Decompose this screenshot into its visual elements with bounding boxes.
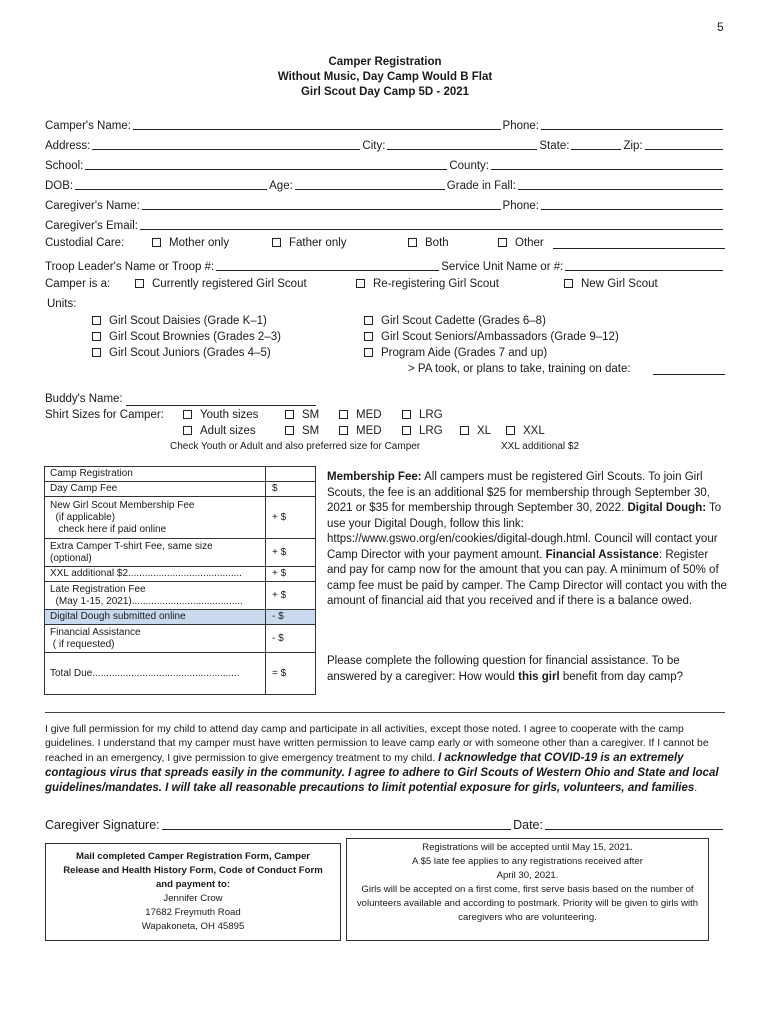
- caregivers-email-field[interactable]: [140, 217, 723, 230]
- table-row: Day Camp Fee $: [45, 482, 316, 497]
- school-field[interactable]: [85, 157, 447, 170]
- checkbox-icon[interactable]: [272, 238, 281, 247]
- checkbox-icon[interactable]: [152, 238, 161, 247]
- label-buddys-name: Buddy's Name:: [45, 393, 123, 405]
- row-caregiver-email: [45, 216, 725, 232]
- label-address: Address:: [45, 140, 91, 152]
- caregiver-phone-field[interactable]: [541, 197, 723, 210]
- shirt-youth-sizes[interactable]: Youth sizes: [183, 409, 258, 421]
- grade-in-fall-field[interactable]: [518, 177, 723, 190]
- age-field[interactable]: [295, 177, 445, 190]
- option-father-only[interactable]: Father only: [272, 237, 347, 249]
- checkbox-icon[interactable]: [285, 410, 294, 419]
- assistance-question: Please complete the following question for financial assistance. To be answered by a caregiver: How would this girl benefit from day camp?: [327, 655, 684, 683]
- unit-juniors[interactable]: Girl Scout Juniors (Grades 4–5): [92, 347, 271, 359]
- county-field[interactable]: [491, 157, 723, 170]
- label-caregiver-signature: Caregiver Signature:: [45, 818, 160, 832]
- table-row: Extra Camper T-shirt Fee, same size (optional) + $: [45, 539, 316, 567]
- date-field[interactable]: [545, 817, 723, 830]
- dob-field[interactable]: [75, 177, 267, 190]
- this-girl-emphasis: this girl: [518, 670, 560, 683]
- checkbox-icon[interactable]: [408, 238, 417, 247]
- label-dob: DOB:: [45, 180, 74, 192]
- shirt-adult-lrg[interactable]: LRG: [402, 425, 443, 437]
- row-caregiver-name: [45, 196, 725, 212]
- table-row: Digital Dough submitted online - $: [45, 610, 316, 625]
- unit-seniors-ambassadors[interactable]: Girl Scout Seniors/Ambassadors (Grade 9–12): [364, 331, 619, 343]
- membership-fee-text: All campers must be registered Girl Scouts. To join Girl Scouts, the fee is an additional $25 for membership through September 30, 2021 or $35 for membership through September 30, 2022.: [327, 471, 710, 514]
- checkbox-icon[interactable]: [339, 410, 348, 419]
- option-new-girl-scout[interactable]: New Girl Scout: [564, 278, 658, 290]
- checkbox-icon[interactable]: [339, 426, 348, 435]
- label-age: Age:: [269, 180, 293, 192]
- checkbox-icon[interactable]: [92, 316, 101, 325]
- pa-training-note: > PA took, or plans to take, training on date:: [408, 363, 631, 375]
- label-grade-in-fall: Grade in Fall:: [446, 180, 516, 192]
- label-state: State:: [539, 140, 570, 152]
- pa-training-date-field[interactable]: [653, 374, 725, 375]
- membership-fee-label: Membership Fee:: [327, 471, 422, 483]
- mail-city: Wapakoneta, OH 45895: [141, 921, 245, 932]
- shirt-check-note: Check Youth or Adult and also preferred size for Camper: [170, 441, 421, 452]
- shirt-adult-sizes[interactable]: Adult sizes: [183, 425, 256, 437]
- notice-late-fee: A $5 late fee applies to any registrations received after: [412, 856, 643, 867]
- digital-dough-label: Digital Dough:: [627, 502, 707, 514]
- mail-instructions-box: [45, 843, 341, 941]
- checkbox-icon[interactable]: [183, 410, 192, 419]
- label-units: Units:: [47, 298, 77, 310]
- row-signature: [45, 814, 725, 832]
- checkbox-icon[interactable]: [183, 426, 192, 435]
- option-mother-only[interactable]: Mother only: [152, 237, 229, 249]
- table-row: [45, 467, 316, 482]
- checkbox-icon[interactable]: [364, 316, 373, 325]
- covid-acknowledgement: I acknowledge that COVID-19 is an extremely contagious virus that spreads easily in the community. I agree to adhere to Girl Scouts of Western Ohio and State and local guidelines/mandates. I will take all reasonable precautions to limit potential exposure for girls, volunteers, and families: [45, 752, 719, 794]
- notice-late-date: April 30, 2021.: [496, 870, 559, 881]
- digital-dough-text: To use your Digital Dough, follow this link: https://www.gswo.org/en/cookies/digital-dough.html. Council will contact your Camp Director with your payment amount.: [327, 502, 722, 561]
- page-number: 5: [717, 20, 724, 34]
- table-row: New Girl Scout Membership Fee (if applicable) check here if paid online + $: [45, 497, 316, 539]
- checkbox-icon[interactable]: [402, 426, 411, 435]
- mail-recipient: Jennifer Crow: [163, 893, 223, 904]
- checkbox-icon[interactable]: [356, 279, 365, 288]
- table-row: Late Registration Fee (May 1-15, 2021)........................................ + $: [45, 582, 316, 610]
- row-address: [45, 136, 725, 152]
- label-caregivers-email: Caregiver's Email:: [45, 220, 138, 232]
- checkbox-icon[interactable]: [285, 426, 294, 435]
- checkbox-icon[interactable]: [364, 332, 373, 341]
- table-row: XXL additional $2......................................... + $: [45, 567, 316, 582]
- city-field[interactable]: [387, 137, 537, 150]
- checkbox-icon[interactable]: [564, 279, 573, 288]
- row-troop-leader: [45, 257, 725, 273]
- form-camp-name: Girl Scout Day Camp 5D - 2021: [300, 86, 470, 98]
- divider: [45, 712, 725, 713]
- financial-assistance-text: : Register and pay for camp now for the amount that you can pay. A minimum of 50% of camp fee must be paid by camper. The Camp Director will contact you with the amount of financial aid that you received and if there is a balance owed.: [327, 548, 727, 607]
- table-row: Total Due..................................................... = $: [45, 653, 316, 695]
- mail-instructions: Mail completed Camper Registration Form, Camper Release and Health History Form, Code of Conduct Form and payment to:: [63, 851, 323, 890]
- address-field[interactable]: [92, 137, 360, 150]
- table-row: Financial Assistance ( if requested) - $: [45, 625, 316, 653]
- checkbox-icon[interactable]: [498, 238, 507, 247]
- label-shirt-sizes: Shirt Sizes for Camper:: [45, 409, 164, 421]
- shirt-youth-med[interactable]: MED: [339, 409, 382, 421]
- unit-program-aide[interactable]: Program Aide (Grades 7 and up): [364, 347, 547, 359]
- checkbox-icon[interactable]: [92, 332, 101, 341]
- shirt-adult-xl[interactable]: XL: [460, 425, 491, 437]
- label-city: City:: [362, 140, 386, 152]
- financial-assistance-label: Financial Assistance: [545, 548, 659, 561]
- form-subtitle: Without Music, Day Camp Would B Flat: [277, 71, 493, 83]
- troop-leader-field[interactable]: [216, 258, 439, 271]
- label-camper-is-a: Camper is a:: [45, 278, 111, 290]
- shirt-youth-lrg[interactable]: LRG: [402, 409, 443, 421]
- unit-brownies[interactable]: Girl Scout Brownies (Grades 2–3): [92, 331, 281, 343]
- option-both[interactable]: Both: [408, 237, 449, 249]
- other-custodial-field[interactable]: [553, 248, 725, 249]
- xxl-note: XXL additional $2: [501, 441, 580, 452]
- notice-priority: Girls will be accepted on a first come, first serve basis based on the number of volunteers available and according to postmark. Priority will be given to girls with caregivers who are volunteering.: [356, 884, 699, 923]
- info-block: [327, 470, 727, 610]
- mail-street: 17682 Freymuth Road: [145, 907, 241, 918]
- option-other[interactable]: Other: [498, 237, 544, 249]
- label-troop-leader: Troop Leader's Name or Troop #:: [45, 261, 215, 273]
- unit-cadette[interactable]: Girl Scout Cadette (Grades 6–8): [364, 315, 546, 327]
- fee-header: Camp Registration: [45, 467, 266, 482]
- checkbox-icon[interactable]: [460, 426, 469, 435]
- label-zip: Zip:: [623, 140, 643, 152]
- checkbox-icon[interactable]: [135, 279, 144, 288]
- label-phone: Phone:: [502, 120, 539, 132]
- fee-table: [44, 466, 316, 695]
- caregiver-signature-field[interactable]: [162, 817, 511, 830]
- checkbox-icon[interactable]: [92, 348, 101, 357]
- checkbox-icon[interactable]: [402, 410, 411, 419]
- label-campers-name: Camper's Name:: [45, 120, 131, 132]
- registration-notice-box: [346, 838, 709, 941]
- campers-name-field[interactable]: [133, 117, 501, 130]
- zip-field[interactable]: [645, 137, 723, 150]
- caregivers-name-field[interactable]: [142, 197, 501, 210]
- shirt-adult-med[interactable]: MED: [339, 425, 382, 437]
- permission-statement: I give full permission for my child to attend day camp and participate in all activities, except those noted. I agree to cooperate with the camp guidelines. I understand that my camper must have written permission to leave camp early or with someone other than a caregiver. If I cannot be reached in an emergency, I give permission to give emergency treatment to my child. I acknowledge that COVID-19 is an extremely contagious virus that spreads easily in the community. I agree to adhere to Girl Scouts of Western Ohio and State and local guidelines/mandates. I will take all reasonable precautions to limit potential exposure for girls, volunteers, and families.: [45, 724, 719, 794]
- shirt-adult-xxl[interactable]: XXL: [506, 425, 545, 437]
- form-title: Camper Registration: [328, 56, 442, 68]
- shirt-youth-sm[interactable]: SM: [285, 409, 319, 421]
- label-custodial-care: Custodial Care:: [45, 237, 125, 249]
- label-school: School:: [45, 160, 84, 172]
- label-caregiver-phone: Phone:: [502, 200, 539, 212]
- buddys-name-field[interactable]: [126, 405, 316, 406]
- row-dob: [45, 176, 725, 192]
- phone-field[interactable]: [541, 117, 723, 130]
- label-caregivers-name: Caregiver's Name:: [45, 200, 140, 212]
- option-currently-registered[interactable]: Currently registered Girl Scout: [135, 278, 307, 290]
- shirt-adult-sm[interactable]: SM: [285, 425, 319, 437]
- state-field[interactable]: [571, 137, 621, 150]
- checkbox-icon[interactable]: [506, 426, 515, 435]
- label-county: County:: [449, 160, 489, 172]
- unit-daisies[interactable]: Girl Scout Daisies (Grade K–1): [92, 315, 267, 327]
- notice-deadline: Registrations will be accepted until May 15, 2021.: [422, 842, 633, 853]
- option-re-registering[interactable]: Re-registering Girl Scout: [356, 278, 499, 290]
- label-date: Date:: [513, 818, 543, 832]
- service-unit-field[interactable]: [565, 258, 723, 271]
- checkbox-icon[interactable]: [364, 348, 373, 357]
- label-service-unit: Service Unit Name or #:: [441, 261, 564, 273]
- row-school: [45, 156, 725, 172]
- row-camper-name: [45, 116, 725, 132]
